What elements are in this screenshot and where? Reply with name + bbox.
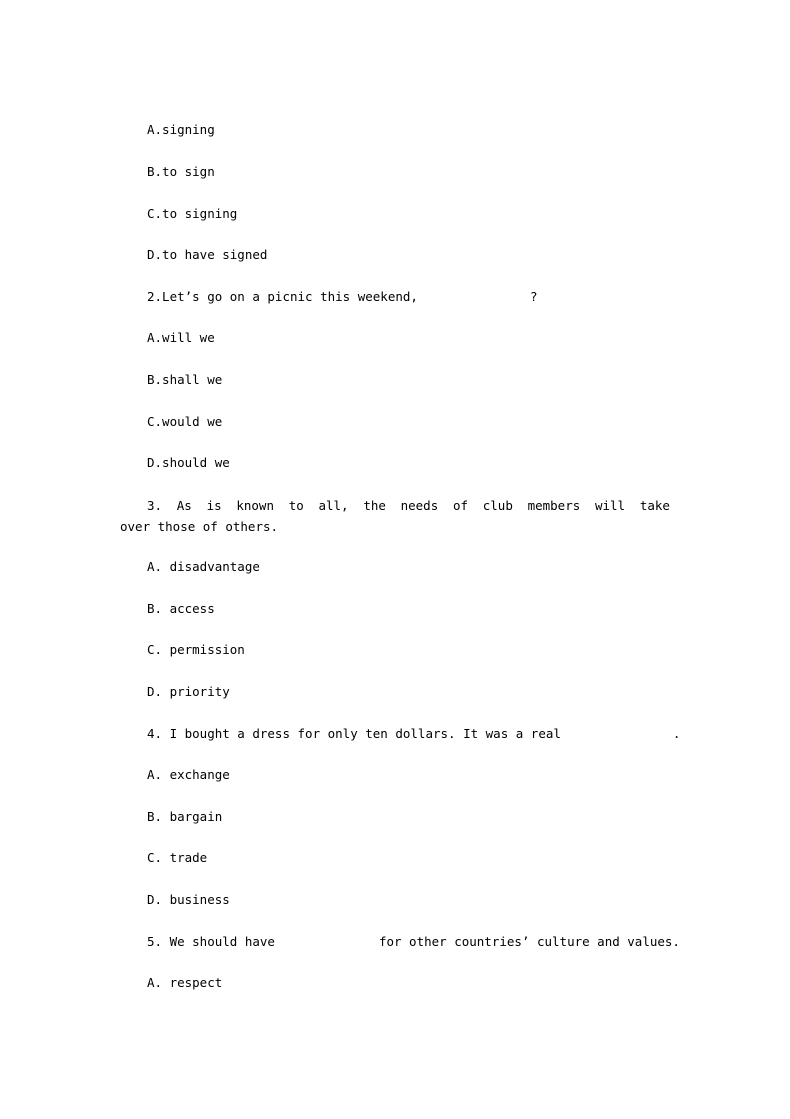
q4-option-b: B. bargain <box>147 809 223 824</box>
question-3-line-2: over those of others. <box>120 519 279 534</box>
option-b: B.to sign <box>147 164 215 179</box>
q4-option-c: C. trade <box>147 850 208 865</box>
q3-option-d: D. priority <box>147 684 230 699</box>
q2-option-a: A.will we <box>147 330 215 345</box>
q3-option-b: B. access <box>147 601 215 616</box>
question-3-line-1 <box>120 495 670 516</box>
question-5-stem <box>147 934 680 950</box>
q3-word: of <box>452 498 469 513</box>
q2-option-d: D.should we <box>147 455 230 470</box>
q3-word: is <box>206 498 222 513</box>
question-2-stem-start: 2.Let’s go on a picnic this weekend, <box>147 289 418 304</box>
q3-word: members <box>527 498 581 513</box>
option-a: A.signing <box>147 122 215 137</box>
q2-option-c: C.would we <box>147 414 223 429</box>
q3-word: take <box>639 498 670 513</box>
q5-option-a: A. respect <box>147 975 223 990</box>
q2-option-b: B.shall we <box>147 372 223 387</box>
q3-word: all, <box>318 498 349 513</box>
q3-word: will <box>594 498 626 513</box>
q3-word: As <box>176 498 192 513</box>
question-4-stem-end: . <box>672 726 681 741</box>
question-5-stem-end: for other countries’ culture and values. <box>378 934 680 949</box>
question-4-stem <box>147 726 680 742</box>
q3-word: needs <box>400 498 439 513</box>
q3-word: known <box>236 498 274 513</box>
question-2-stem <box>147 289 537 305</box>
q3-word: to <box>288 498 304 513</box>
q4-option-a: A. exchange <box>147 767 230 782</box>
question-5-stem-start: 5. We should have <box>147 934 275 949</box>
question-3-stem <box>120 495 670 537</box>
option-c: C.to signing <box>147 206 238 221</box>
q3-word: club <box>482 498 513 513</box>
q3-word: 3. <box>147 498 163 513</box>
q3-word: the <box>363 498 386 513</box>
question-4-stem-start: 4. I bought a dress for only ten dollars. It was a real <box>147 726 561 741</box>
question-2-stem-end: ? <box>529 289 538 304</box>
q3-option-c: C. permission <box>147 642 245 657</box>
option-d: D.to have signed <box>147 247 268 262</box>
q3-option-a: A. disadvantage <box>147 559 260 574</box>
q4-option-d: D. business <box>147 892 230 907</box>
